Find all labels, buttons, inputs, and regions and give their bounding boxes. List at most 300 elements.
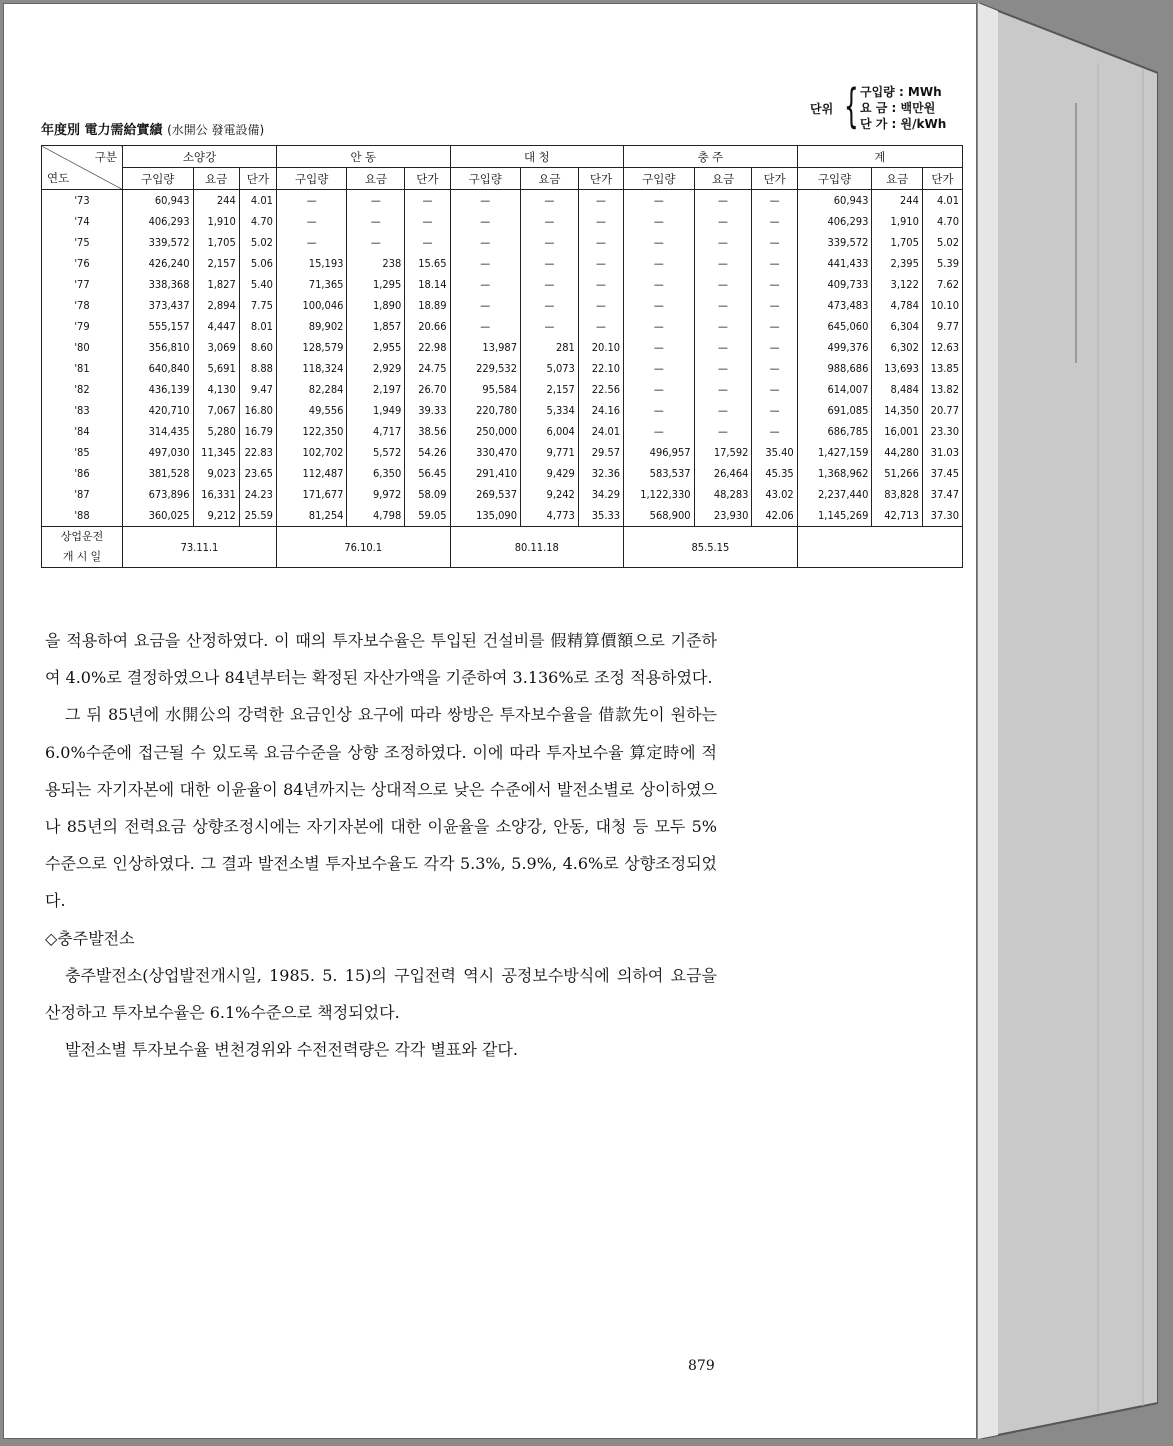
table-cell: —: [450, 232, 520, 253]
table-cell: 8.60: [239, 337, 276, 358]
table-cell: 42.06: [752, 505, 797, 527]
section-heading: ◇충주발전소: [45, 928, 135, 948]
table-cell: —: [694, 421, 752, 442]
table-cell: —: [450, 253, 520, 274]
table-cell: —: [694, 295, 752, 316]
table-cell: 1,910: [872, 211, 923, 232]
table-cell: 37.30: [922, 505, 962, 527]
sub-header: 단가: [578, 168, 623, 190]
table-cell: 26,464: [694, 463, 752, 484]
table-cell: 24.01: [578, 421, 623, 442]
table-cell: 269,537: [450, 484, 520, 505]
table-cell: 6,302: [872, 337, 923, 358]
table-row: [42, 295, 963, 316]
table-cell: 7.62: [922, 274, 962, 295]
table-cell: 497,030: [123, 442, 193, 463]
table-cell: 7,067: [193, 400, 239, 421]
table-cell: 54.26: [405, 442, 450, 463]
table-cell: 11,345: [193, 442, 239, 463]
table-cell: 56.45: [405, 463, 450, 484]
table-cell: —: [624, 295, 694, 316]
table-cell: 244: [872, 190, 923, 212]
table-cell: 373,437: [123, 295, 193, 316]
table-cell: —: [578, 211, 623, 232]
table-cell: 16.80: [239, 400, 276, 421]
table-cell: —: [694, 274, 752, 295]
table-cell: 4,130: [193, 379, 239, 400]
table-cell: —: [752, 316, 797, 337]
table-cell: 1,949: [347, 400, 405, 421]
table-cell: 34.29: [578, 484, 623, 505]
table-cell: 238: [347, 253, 405, 274]
table-cell: 4.70: [922, 211, 962, 232]
table-cell: 2,894: [193, 295, 239, 316]
table-cell: —: [405, 232, 450, 253]
table-cell: 60,943: [797, 190, 872, 212]
group-header: 안 동: [276, 146, 450, 168]
table-cell: —: [624, 337, 694, 358]
sub-header: 요금: [347, 168, 405, 190]
table-cell: 4,784: [872, 295, 923, 316]
table-cell: 82,284: [276, 379, 346, 400]
table-row: [42, 337, 963, 358]
table-cell: 4.01: [239, 190, 276, 212]
table-body: [42, 190, 963, 527]
table-cell: 83,828: [872, 484, 923, 505]
unit-line: 단 가 : 원/kWh: [860, 117, 947, 131]
table-row: [42, 232, 963, 253]
table-cell: 48,283: [694, 484, 752, 505]
table-cell: —: [347, 190, 405, 212]
table-cell: 60,943: [123, 190, 193, 212]
table-cell: —: [694, 316, 752, 337]
table-cell: —: [752, 421, 797, 442]
table-cell: 58.09: [405, 484, 450, 505]
footer-date: [797, 527, 962, 568]
table-cell: 686,785: [797, 421, 872, 442]
table-cell: —: [405, 190, 450, 212]
table-cell: —: [624, 358, 694, 379]
paragraph: 발전소별 투자보수율 변천경위와 수전전력량은 각각 별표와 같다.: [65, 1040, 518, 1060]
table-cell: 1,827: [193, 274, 239, 295]
table-cell: 4,717: [347, 421, 405, 442]
table-cell: 555,157: [123, 316, 193, 337]
table-cell: —: [405, 211, 450, 232]
table-row: [42, 316, 963, 337]
table-cell: —: [521, 253, 579, 274]
table-cell: 409,733: [797, 274, 872, 295]
year-cell: '79: [42, 316, 123, 337]
sub-header: 구입량: [624, 168, 694, 190]
table-cell: —: [752, 295, 797, 316]
table-cell: 12.63: [922, 337, 962, 358]
table-cell: 4.01: [922, 190, 962, 212]
paragraph: 을 적용하여 요금을 산정하였다. 이 때의 투자보수율은 투입된 건설비를 假精算價額으로 기준하여 4.0%로 결정하였으나 84년부터는 확정된 자산가액을 기준하여 3.136%로 조정 적용하였다.: [45, 631, 717, 688]
table-cell: 13,693: [872, 358, 923, 379]
table-cell: —: [450, 274, 520, 295]
table-cell: 339,572: [123, 232, 193, 253]
paragraph: 충주발전소(상업발전개시일, 1985. 5. 15)의 구입전력 역시 공정보수방식에 의하여 요금을 산정하고 투자보수율은 6.1%수준으로 책정되었다.: [45, 965, 717, 1023]
unit-line: 구입량 : MWh: [860, 85, 942, 99]
table-cell: 25.59: [239, 505, 276, 527]
table-row: [42, 253, 963, 274]
table-cell: 1,122,330: [624, 484, 694, 505]
table-cell: 81,254: [276, 505, 346, 527]
table-cell: 122,350: [276, 421, 346, 442]
table-cell: —: [694, 211, 752, 232]
table-cell: —: [752, 232, 797, 253]
table-cell: 1,910: [193, 211, 239, 232]
table-cell: 6,350: [347, 463, 405, 484]
table-cell: 5,073: [521, 358, 579, 379]
table-cell: 220,780: [450, 400, 520, 421]
table-cell: 1,857: [347, 316, 405, 337]
table-cell: 51,266: [872, 463, 923, 484]
table-cell: 95,584: [450, 379, 520, 400]
table-cell: —: [521, 316, 579, 337]
paragraph: 그 뒤 85년에 水開公의 강력한 요금인상 요구에 따라 쌍방은 투자보수율을 借款先이 원하는 6.0%수준에 접근될 수 있도록 요금수준을 상향 조정하였다. 이에 따라 투자보수율 算定時에 적용되는 자기자본에 대한 이윤율이 84년까지는 상대적으로 낮은 수준에서 발전소별로 상이하였으나 85년의 전력요금 상향조정시에는 자기자본에 대한 이윤율을 소양강, 안동, 대청 등 모두 5%수준으로 인상하였다. 그 결과 발전소별 투자보수율도 각각 5.3%, 5.9%, 4.6%로 상향조정되었다.: [45, 705, 717, 911]
table-cell: 2,157: [193, 253, 239, 274]
table-cell: 645,060: [797, 316, 872, 337]
table-cell: 37.47: [922, 484, 962, 505]
table-cell: 5,691: [193, 358, 239, 379]
table-cell: —: [694, 337, 752, 358]
table-cell: 988,686: [797, 358, 872, 379]
table-cell: 23.30: [922, 421, 962, 442]
table-row: [42, 400, 963, 421]
table-cell: 496,957: [624, 442, 694, 463]
table-cell: 59.05: [405, 505, 450, 527]
table-cell: 6,004: [521, 421, 579, 442]
year-cell: '85: [42, 442, 123, 463]
table-cell: —: [752, 211, 797, 232]
table-cell: —: [450, 190, 520, 212]
table-cell: —: [578, 190, 623, 212]
table-cell: 13.82: [922, 379, 962, 400]
table-cell: 8,484: [872, 379, 923, 400]
table-cell: —: [521, 295, 579, 316]
table-cell: 673,896: [123, 484, 193, 505]
brace-icon: {: [844, 79, 859, 133]
sub-header: 단가: [922, 168, 962, 190]
table-cell: 35.40: [752, 442, 797, 463]
table-cell: —: [624, 232, 694, 253]
sub-header: 구입량: [797, 168, 872, 190]
table-cell: 43.02: [752, 484, 797, 505]
table-cell: 9.47: [239, 379, 276, 400]
table-row: [42, 421, 963, 442]
table-cell: 5.39: [922, 253, 962, 274]
group-header: 충 주: [624, 146, 798, 168]
table-cell: 2,197: [347, 379, 405, 400]
table-cell: —: [521, 274, 579, 295]
table-subtitle: (水開公 發電設備): [167, 123, 265, 137]
footer-date: 76.10.1: [276, 527, 450, 568]
table-cell: —: [624, 400, 694, 421]
table-cell: 338,368: [123, 274, 193, 295]
table-cell: 20.77: [922, 400, 962, 421]
table-cell: 128,579: [276, 337, 346, 358]
table-cell: —: [624, 316, 694, 337]
table-cell: 24.16: [578, 400, 623, 421]
table-cell: —: [624, 211, 694, 232]
table-cell: 691,085: [797, 400, 872, 421]
table-cell: 9,212: [193, 505, 239, 527]
table-cell: —: [624, 421, 694, 442]
table-cell: 49,556: [276, 400, 346, 421]
table-cell: 10.10: [922, 295, 962, 316]
supply-table: [41, 145, 963, 568]
table-cell: —: [624, 379, 694, 400]
table-cell: 1,368,962: [797, 463, 872, 484]
sub-header: 구입량: [450, 168, 520, 190]
table-cell: 5,280: [193, 421, 239, 442]
table-cell: 22.56: [578, 379, 623, 400]
table-cell: 38.56: [405, 421, 450, 442]
table-cell: 436,139: [123, 379, 193, 400]
page-stack-edge: [978, 3, 1158, 1439]
table-cell: 640,840: [123, 358, 193, 379]
table-cell: 171,677: [276, 484, 346, 505]
table-cell: —: [752, 274, 797, 295]
year-cell: '81: [42, 358, 123, 379]
year-cell: '76: [42, 253, 123, 274]
footer-date: 73.11.1: [123, 527, 277, 568]
table-cell: 9.77: [922, 316, 962, 337]
footer-label: 상업운전 개 시 일: [42, 527, 123, 568]
table-cell: 9,972: [347, 484, 405, 505]
table-cell: 9,429: [521, 463, 579, 484]
table-cell: 1,890: [347, 295, 405, 316]
table-cell: 9,771: [521, 442, 579, 463]
table-cell: 26.70: [405, 379, 450, 400]
table-cell: 406,293: [797, 211, 872, 232]
table-cell: 16,001: [872, 421, 923, 442]
table-cell: 135,090: [450, 505, 520, 527]
table-cell: 360,025: [123, 505, 193, 527]
table-cell: 44,280: [872, 442, 923, 463]
table-cell: —: [694, 253, 752, 274]
table-cell: 37.45: [922, 463, 962, 484]
sub-header: 구입량: [276, 168, 346, 190]
table-cell: 2,929: [347, 358, 405, 379]
group-header: 소양강: [123, 146, 277, 168]
sub-header: 구입량: [123, 168, 193, 190]
table-cell: 314,435: [123, 421, 193, 442]
sub-header: 요금: [694, 168, 752, 190]
unit-line: 요 금 : 백만원: [860, 101, 936, 115]
table-cell: 17,592: [694, 442, 752, 463]
table-cell: 13.85: [922, 358, 962, 379]
table-cell: —: [276, 211, 346, 232]
table-cell: 229,532: [450, 358, 520, 379]
table-cell: 330,470: [450, 442, 520, 463]
table-cell: 281: [521, 337, 579, 358]
year-cell: '87: [42, 484, 123, 505]
table-cell: —: [578, 316, 623, 337]
table-cell: —: [752, 337, 797, 358]
table-cell: 24.75: [405, 358, 450, 379]
table-cell: 2,157: [521, 379, 579, 400]
table-cell: 568,900: [624, 505, 694, 527]
table-cell: —: [521, 232, 579, 253]
table-cell: —: [752, 190, 797, 212]
table-cell: 5.40: [239, 274, 276, 295]
table-cell: —: [276, 232, 346, 253]
year-cell: '74: [42, 211, 123, 232]
table-row: [42, 211, 963, 232]
table-row: [42, 379, 963, 400]
sub-header: 단가: [405, 168, 450, 190]
document-page: [3, 3, 977, 1439]
footer-date: 85.5.15: [624, 527, 798, 568]
table-cell: 426,240: [123, 253, 193, 274]
table-cell: —: [521, 211, 579, 232]
sub-header: 요금: [872, 168, 923, 190]
table-cell: 244: [193, 190, 239, 212]
table-cell: 42,713: [872, 505, 923, 527]
table-cell: 614,007: [797, 379, 872, 400]
table-cell: 5,334: [521, 400, 579, 421]
table-cell: —: [276, 190, 346, 212]
table-cell: 420,710: [123, 400, 193, 421]
table-row: [42, 484, 963, 505]
table-cell: 5.06: [239, 253, 276, 274]
table-cell: 1,145,269: [797, 505, 872, 527]
table-cell: —: [578, 253, 623, 274]
year-cell: '75: [42, 232, 123, 253]
table-cell: 356,810: [123, 337, 193, 358]
year-cell: '88: [42, 505, 123, 527]
sub-header: 단가: [752, 168, 797, 190]
year-cell: '84: [42, 421, 123, 442]
table-cell: 89,902: [276, 316, 346, 337]
table-cell: 291,410: [450, 463, 520, 484]
table-cell: 406,293: [123, 211, 193, 232]
table-cell: 4,773: [521, 505, 579, 527]
table-cell: —: [624, 253, 694, 274]
table-cell: 4,798: [347, 505, 405, 527]
body-text: [45, 622, 717, 1068]
table-cell: 5.02: [922, 232, 962, 253]
table-cell: —: [450, 316, 520, 337]
table-cell: 16,331: [193, 484, 239, 505]
footer-date: 80.11.18: [450, 527, 624, 568]
table-cell: 20.66: [405, 316, 450, 337]
table-cell: —: [450, 211, 520, 232]
table-cell: 1,295: [347, 274, 405, 295]
table-cell: 100,046: [276, 295, 346, 316]
unit-label: 단위: [810, 102, 834, 116]
group-header: 대 청: [450, 146, 624, 168]
table-cell: 18.14: [405, 274, 450, 295]
year-cell: '77: [42, 274, 123, 295]
table-cell: —: [624, 274, 694, 295]
table-cell: 22.10: [578, 358, 623, 379]
table-cell: 23,930: [694, 505, 752, 527]
table-cell: 8.01: [239, 316, 276, 337]
table-cell: 45.35: [752, 463, 797, 484]
table-cell: 381,528: [123, 463, 193, 484]
table-cell: 1,427,159: [797, 442, 872, 463]
table-cell: —: [347, 211, 405, 232]
table-cell: —: [752, 358, 797, 379]
table-cell: 6,304: [872, 316, 923, 337]
table-cell: 250,000: [450, 421, 520, 442]
table-cell: —: [694, 358, 752, 379]
table-row: [42, 358, 963, 379]
table-cell: —: [450, 295, 520, 316]
table-cell: 118,324: [276, 358, 346, 379]
table-cell: 35.33: [578, 505, 623, 527]
table-row: [42, 190, 963, 212]
sub-header: 요금: [521, 168, 579, 190]
table-cell: 16.79: [239, 421, 276, 442]
table-cell: 4.70: [239, 211, 276, 232]
year-cell: '86: [42, 463, 123, 484]
table-cell: 14,350: [872, 400, 923, 421]
table-cell: 32.36: [578, 463, 623, 484]
table-cell: 1,705: [193, 232, 239, 253]
table-cell: 112,487: [276, 463, 346, 484]
table-cell: 2,955: [347, 337, 405, 358]
table-cell: 15.65: [405, 253, 450, 274]
table-row: [42, 505, 963, 527]
table-cell: —: [752, 400, 797, 421]
table-cell: 31.03: [922, 442, 962, 463]
page-number: 879: [688, 1358, 715, 1374]
table-cell: 102,702: [276, 442, 346, 463]
table-cell: 4,447: [193, 316, 239, 337]
table-cell: 39.33: [405, 400, 450, 421]
table-cell: 5.02: [239, 232, 276, 253]
table-cell: 8.88: [239, 358, 276, 379]
table-cell: 2,395: [872, 253, 923, 274]
table-cell: 3,069: [193, 337, 239, 358]
table-cell: —: [694, 190, 752, 212]
table-cell: 20.10: [578, 337, 623, 358]
table-cell: 18.89: [405, 295, 450, 316]
table-cell: 5,572: [347, 442, 405, 463]
table-cell: 24.23: [239, 484, 276, 505]
table-row: [42, 442, 963, 463]
sub-header: 요금: [193, 168, 239, 190]
table-cell: 22.83: [239, 442, 276, 463]
table-cell: —: [521, 190, 579, 212]
table-cell: —: [624, 190, 694, 212]
table-cell: —: [752, 253, 797, 274]
table-title: 年度別 電力需給實績 (水開公 發電設備): [41, 123, 265, 138]
year-cell: '73: [42, 190, 123, 212]
table-cell: 23.65: [239, 463, 276, 484]
table-cell: —: [578, 295, 623, 316]
table-cell: —: [694, 400, 752, 421]
year-cell: '83: [42, 400, 123, 421]
table-cell: 3,122: [872, 274, 923, 295]
table-cell: 499,376: [797, 337, 872, 358]
group-header: 계: [797, 146, 962, 168]
corner-header: 구분 연도: [42, 146, 123, 190]
year-cell: '82: [42, 379, 123, 400]
year-cell: '80: [42, 337, 123, 358]
table-cell: —: [578, 232, 623, 253]
table-cell: 583,537: [624, 463, 694, 484]
year-cell: '78: [42, 295, 123, 316]
table-cell: 71,365: [276, 274, 346, 295]
table-cell: 7.75: [239, 295, 276, 316]
table-cell: 339,572: [797, 232, 872, 253]
table-row: [42, 463, 963, 484]
